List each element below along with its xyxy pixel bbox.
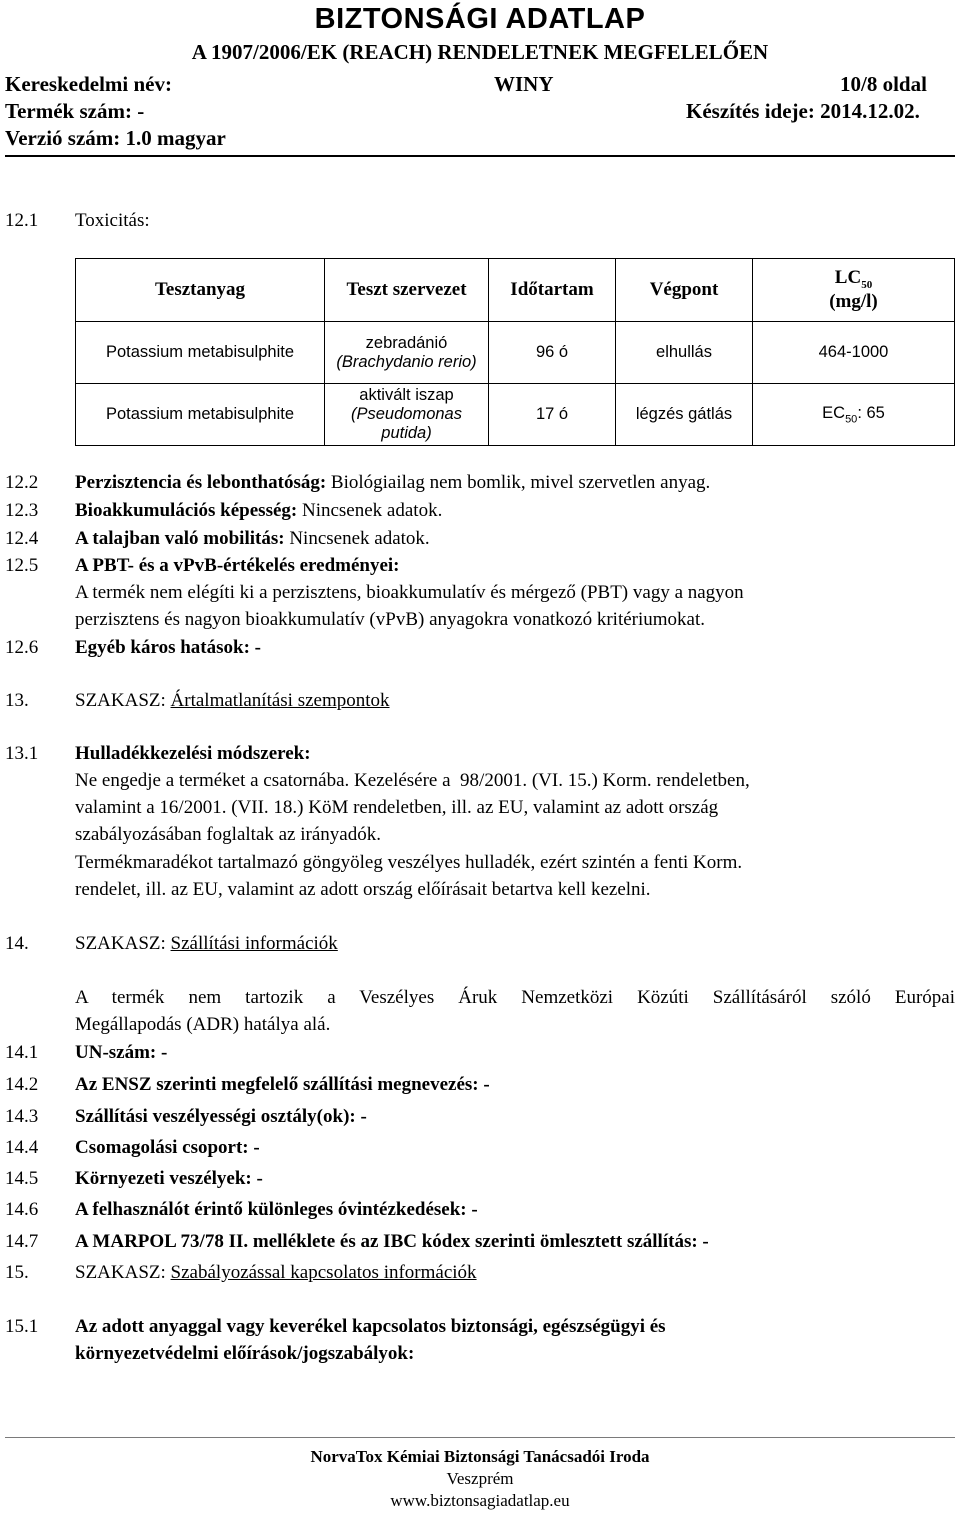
section-14-prefix: SZAKASZ: — [75, 933, 166, 954]
section-13-number: 13. — [5, 690, 29, 711]
section-14-intro-line-1: A termék nem tartozik a Veszélyes Áruk Nemzetközi Közúti Szállításáról szóló Európai — [75, 987, 955, 1008]
table-header-row — [76, 259, 955, 322]
section-12-4-label: A talajban való mobilitás: — [75, 528, 285, 549]
section-12-2-number: 12.2 — [5, 472, 39, 493]
section-13-1-line-5: rendelet, ill. az EU, valamint az adott ország előírásait betartva kell kezelni. — [75, 879, 651, 900]
organism-latin: (Brachydanio rerio) — [336, 352, 477, 371]
section-13-title: Ártalmatlanítási szempontok — [170, 690, 390, 711]
section-14-7-label: A MARPOL 73/78 II. melléklete és az IBC kódex szerinti ömlesztett szállítás: - — [75, 1231, 709, 1252]
toxicity-table — [75, 258, 955, 446]
section-15-1-line-2: környezetvédelmi előírások/jogszabályok: — [75, 1343, 415, 1364]
cell-organism — [325, 322, 489, 384]
section-14-5-label: Környezeti veszélyek: - — [75, 1168, 263, 1189]
section-12-6-number: 12.6 — [5, 637, 39, 658]
section-15-number: 15. — [5, 1262, 29, 1283]
section-14-intro-line-2: Megállapodás (ADR) hatálya alá. — [75, 1014, 331, 1035]
section-12-4 — [75, 526, 430, 552]
section-12-4-number: 12.4 — [5, 528, 39, 549]
section-12-5-number: 12.5 — [5, 555, 39, 576]
lc-unit: (mg/l) — [829, 290, 878, 312]
section-12-3-text: Nincsenek adatok. — [301, 500, 443, 521]
organism-name: aktivált iszap — [359, 386, 454, 404]
col-organism: Teszt szervezet — [325, 259, 489, 322]
section-12-2-text: Biológiailag nem bomlik, mivel szervetlen anyag. — [330, 472, 711, 493]
section-14-1-number: 14.1 — [5, 1042, 39, 1063]
section-13-prefix: SZAKASZ: — [75, 690, 166, 711]
product-number: Termék szám: - — [5, 99, 145, 123]
section-14-1-label: UN-szám: - — [75, 1042, 168, 1063]
section-13-1-label: Hulladékkezelési módszerek: — [75, 743, 311, 764]
cell-substance: Potassium metabisulphite — [76, 384, 325, 446]
organism-name: zebradánió — [365, 333, 448, 352]
section-12-5-label: A PBT- és a vPvB-értékelés eredményei: — [75, 555, 400, 576]
section-12-4-text: Nincsenek adatok. — [289, 528, 430, 549]
section-15-1-line-1: Az adott anyaggal vagy keverékel kapcsolatos biztonsági, egészségügyi és — [75, 1316, 666, 1337]
cell-organism — [325, 384, 489, 446]
section-15-1-number: 15.1 — [5, 1316, 39, 1337]
cell-endpoint: elhullás — [616, 322, 753, 384]
trade-name: WINY — [494, 72, 554, 96]
section-15-title: Szabályozással kapcsolatos információk — [170, 1262, 477, 1283]
lc-subscript: 50 — [861, 278, 873, 291]
section-13-1-line-1: Ne engedje a terméket a csatornába. Kezelésére a 98/2001. (VI. 15.) Korm. rendeletben, — [75, 770, 750, 791]
section-13-1-number: 13.1 — [5, 743, 39, 764]
section-12-1-title: Toxicitás: — [75, 210, 150, 231]
cell-value: 464-1000 — [753, 322, 955, 384]
cell-substance: Potassium metabisulphite — [76, 322, 325, 384]
section-14-2-number: 14.2 — [5, 1074, 39, 1095]
page-number: 10/8 oldal — [840, 72, 927, 96]
cell-endpoint: légzés gátlás — [616, 384, 753, 446]
document-title: BIZTONSÁGI ADATLAP — [314, 3, 646, 35]
value-subscript: 50 — [845, 413, 858, 426]
section-12-1-number: 12.1 — [5, 210, 39, 231]
table-row — [76, 322, 955, 384]
table-row — [76, 384, 955, 446]
section-12-5-line-1: A termék nem elégíti ki a perzisztens, bioakkumulatív és mérgező (PBT) vagy a nagyon — [75, 582, 744, 603]
cell-value — [753, 384, 955, 446]
version: Verzió szám: 1.0 magyar — [5, 126, 226, 150]
section-15-heading — [75, 1260, 477, 1286]
section-13-1-line-2: valamint a 16/2001. (VII. 18.) KöM rendeletben, ill. az EU, valamint az adott ország — [75, 797, 719, 818]
footer-website: www.biztonsagiadatlap.eu — [390, 1491, 570, 1510]
section-13-1-line-3: szabályozásában foglaltak az irányadók. — [75, 824, 381, 845]
section-14-5-number: 14.5 — [5, 1168, 39, 1189]
section-14-4-label: Csomagolási csoport: - — [75, 1137, 260, 1158]
footer-city: Veszprém — [446, 1469, 514, 1488]
col-lc50 — [753, 259, 955, 322]
section-12-6-label: Egyéb káros hatások: - — [75, 637, 261, 658]
section-12-2 — [75, 470, 710, 496]
section-12-5-line-2: perzisztens és nagyon bioakkumulatív (vPvB) anyagokra vonatkozó kritériumokat. — [75, 609, 706, 630]
section-14-heading — [75, 931, 338, 957]
col-substance: Tesztanyag — [76, 259, 325, 322]
organism-latin: (Pseudomonas putida) — [351, 405, 462, 442]
cell-duration: 96 ó — [489, 322, 616, 384]
section-14-6-label: A felhasználót érintő különleges óvintézkedések: - — [75, 1199, 478, 1220]
col-duration: Időtartam — [489, 259, 616, 322]
footer-organization: NorvaTox Kémiai Biztonsági Tanácsadói Iroda — [310, 1447, 650, 1466]
document-subtitle: A 1907/2006/EK (REACH) RENDELETNEK MEGFELELŐEN — [191, 40, 769, 64]
cell-duration: 17 ó — [489, 384, 616, 446]
lc-label: LC — [834, 267, 862, 289]
section-14-number: 14. — [5, 933, 29, 954]
section-14-2-label: Az ENSZ szerinti megfelelő szállítási megnevezés: - — [75, 1074, 490, 1095]
section-14-3-label: Szállítási veszélyességi osztály(ok): - — [75, 1106, 367, 1127]
section-14-6-number: 14.6 — [5, 1199, 39, 1220]
col-endpoint: Végpont — [616, 259, 753, 322]
section-12-3-label: Bioakkumulációs képesség: — [75, 500, 298, 521]
section-15-prefix: SZAKASZ: — [75, 1262, 166, 1283]
footer-divider — [5, 1437, 955, 1438]
section-12-3 — [75, 498, 442, 524]
value-suffix: : 65 — [857, 403, 885, 422]
value-prefix: EC — [822, 403, 846, 422]
header-divider — [5, 155, 955, 157]
section-12-2-label: Perzisztencia és lebonthatóság: — [75, 472, 327, 493]
section-14-4-number: 14.4 — [5, 1137, 39, 1158]
section-14-7-number: 14.7 — [5, 1231, 39, 1252]
section-13-heading — [75, 688, 390, 714]
section-14-3-number: 14.3 — [5, 1106, 39, 1127]
prepared-date: Készítés ideje: 2014.12.02. — [686, 99, 920, 123]
section-14-title: Szállítási információk — [170, 933, 338, 954]
section-12-3-number: 12.3 — [5, 500, 39, 521]
section-13-1-line-4: Termékmaradékot tartalmazó göngyöleg veszélyes hulladék, ezért szintén a fenti Korm. — [75, 852, 743, 873]
trade-name-label: Kereskedelmi név: — [5, 72, 172, 96]
